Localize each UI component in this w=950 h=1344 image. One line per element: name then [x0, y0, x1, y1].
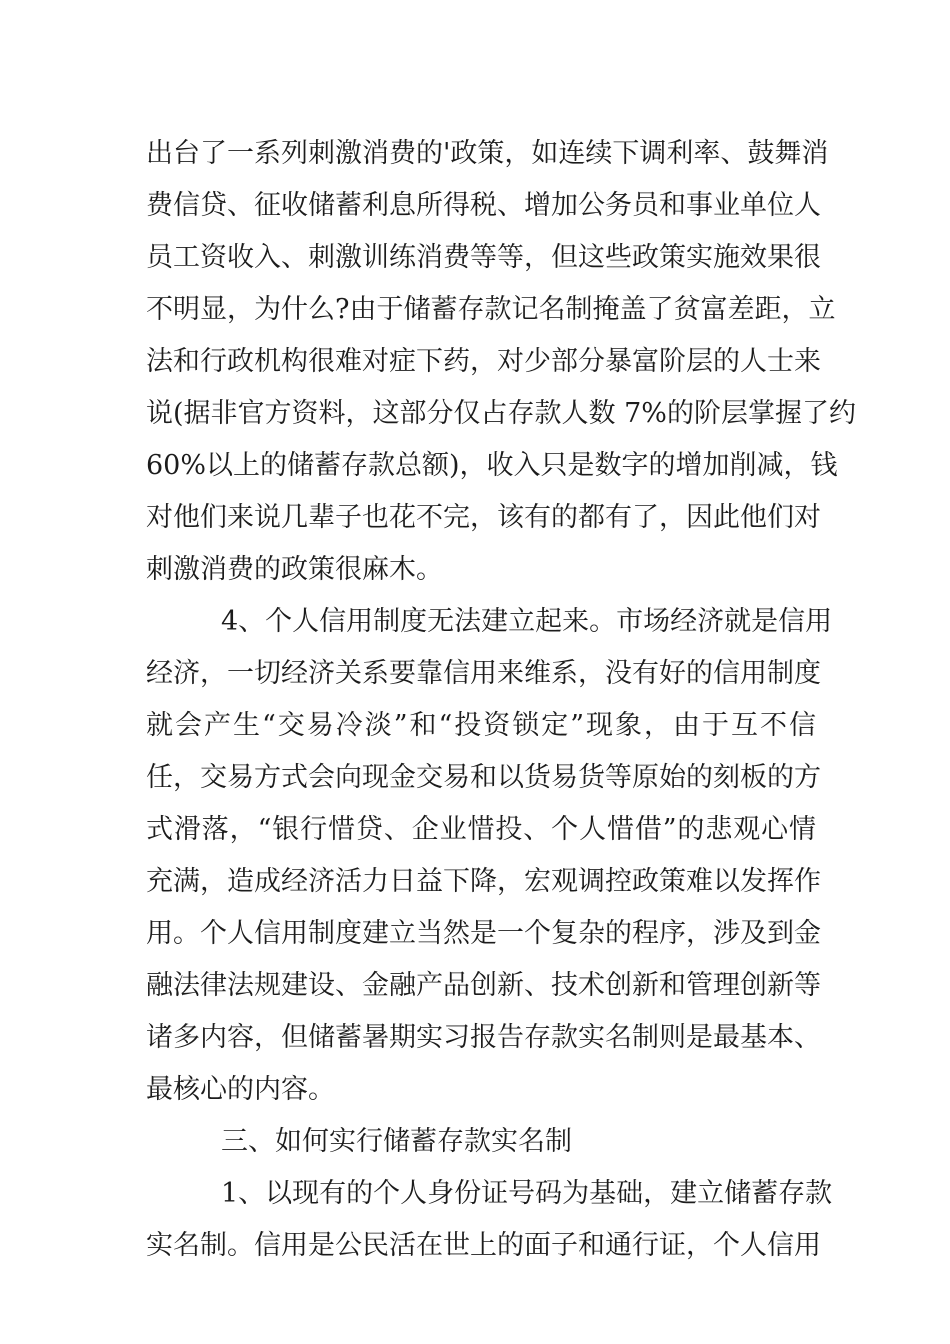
text-line: 任，交易方式会向现金交易和以货易货等原始的刻板的方	[146, 762, 821, 793]
text-line: 刺激消费的政策很麻木。	[146, 554, 443, 585]
text-line: 融法律法规建设、金融产品创新、技术创新和管理创新等	[146, 970, 821, 1001]
text-line: 法和行政机构很难对症下药，对少部分暴富阶层的人士来	[146, 346, 821, 377]
text-line: 费信贷、征收储蓄利息所得税、增加公务员和事业单位人	[146, 190, 821, 221]
text-line: 不明显，为什么?由于储蓄存款记名制掩盖了贫富差距，立	[146, 294, 836, 325]
section-heading: 三、如何实行储蓄存款实名制	[221, 1126, 572, 1157]
text-line: 出台了一系列刺激消费的'政策，如连续下调利率、鼓舞消	[146, 138, 829, 169]
text-line: 充满，造成经济活力日益下降，宏观调控政策难以发挥作	[146, 866, 821, 897]
text-line: 实名制。信用是公民活在世上的面子和通行证，个人信用	[146, 1230, 821, 1261]
text-line: 说(据非官方资料，这部分仅占存款人数 7%的阶层掌握了约	[146, 398, 856, 429]
text-line: 员工资收入、刺激训练消费等等，但这些政策实施效果很	[146, 242, 821, 273]
text-line: 最核心的内容。	[146, 1074, 335, 1105]
paragraph-first-line: 1、以现有的个人身份证号码为基础，建立储蓄存款	[221, 1178, 833, 1209]
text-line: 60%以上的储蓄存款总额)，收入只是数字的增加削减，钱	[146, 450, 838, 481]
text-line: 用。个人信用制度建立当然是一个复杂的程序，涉及到金	[146, 918, 821, 949]
paragraph-first-line: 4、个人信用制度无法建立起来。市场经济就是信用	[221, 606, 833, 637]
text-line: 对他们来说几辈子也花不完，该有的都有了，因此他们对	[146, 502, 821, 533]
text-line: 就会产生“交易冷淡”和“投资锁定”现象，由于互不信	[146, 710, 816, 741]
text-line: 式滑落，“银行惜贷、企业惜投、个人惜借”的悲观心情	[146, 814, 816, 845]
text-line: 诸多内容，但储蓄暑期实习报告存款实名制则是最基本、	[146, 1022, 821, 1053]
text-line: 经济，一切经济关系要靠信用来维系，没有好的信用制度	[146, 658, 821, 689]
